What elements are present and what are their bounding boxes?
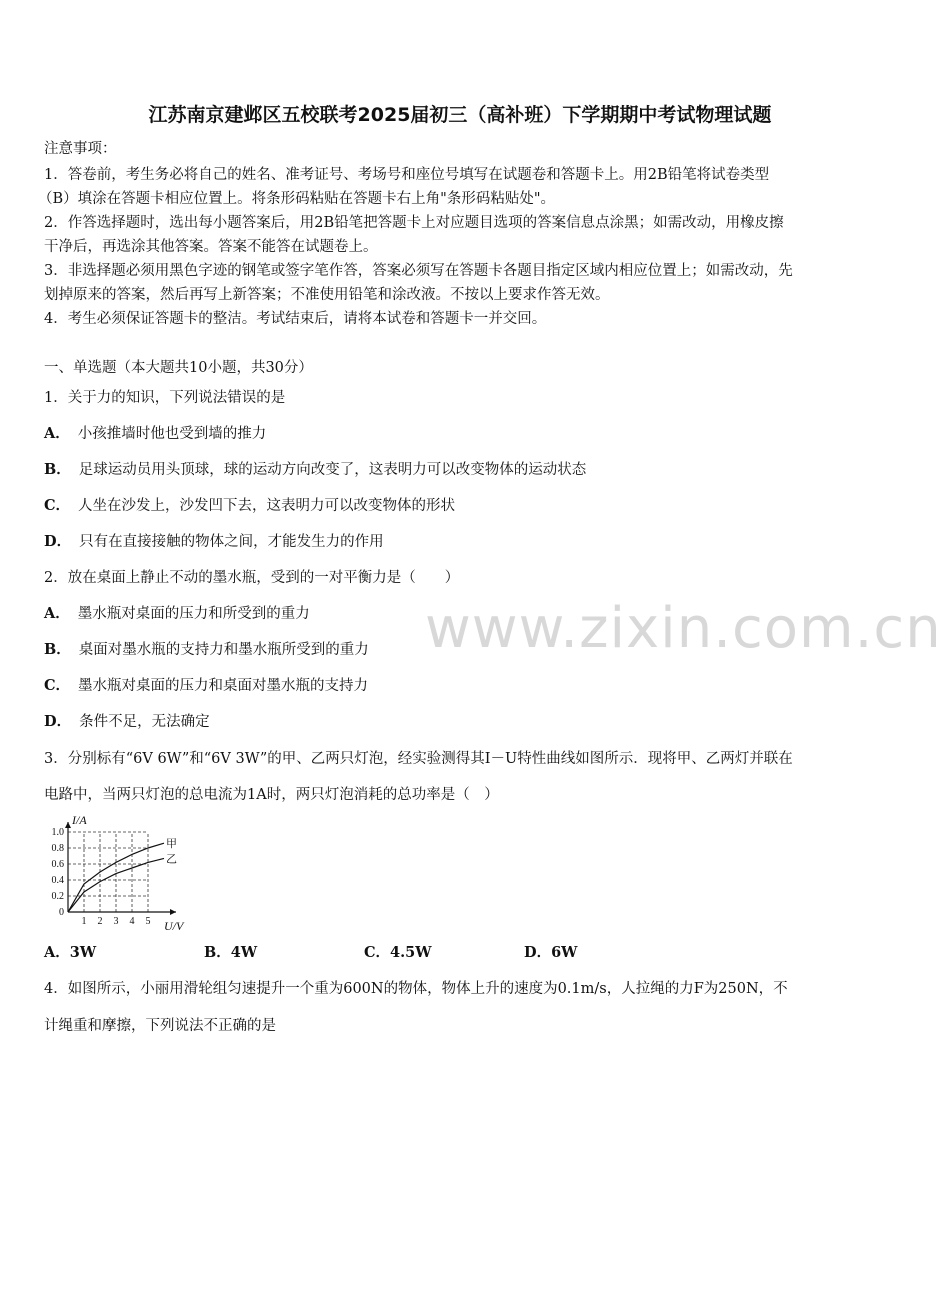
x-tick-label: 5 bbox=[145, 916, 151, 927]
watermark: www.zixin.com.cn bbox=[425, 596, 942, 661]
question-2-option-b bbox=[44, 638, 369, 659]
option-label: A． bbox=[44, 425, 70, 442]
question-2-stem: 2．放在桌面上静止不动的墨水瓶，受到的一对平衡力是（ ） bbox=[44, 570, 460, 586]
option-label: B． bbox=[44, 641, 71, 658]
option-label: C． bbox=[44, 497, 71, 514]
notice-heading: 注意事项： bbox=[44, 141, 117, 157]
question-2-option-a bbox=[44, 602, 310, 623]
question-3-option-c: C．4.5W bbox=[364, 944, 432, 961]
y-tick-label: 0.4 bbox=[51, 875, 64, 886]
notice-line: （B）填涂在答题卡相应位置上。将条形码粘贴在答题卡右上角"条形码粘贴处"。 bbox=[38, 191, 555, 207]
x-tick-label: 4 bbox=[129, 916, 135, 927]
question-1-stem: 1．关于力的知识，下列说法错误的是 bbox=[44, 390, 286, 406]
notice-line: 划掉原来的答案，然后再写上新答案；不准使用铅笔和涂改液。不按以上要求作答无效。 bbox=[44, 287, 610, 303]
notice-line: 干净后，再选涂其他答案。答案不能答在试题卷上。 bbox=[44, 239, 378, 255]
option-label: D． bbox=[44, 713, 72, 730]
x-tick-label: 1 bbox=[81, 916, 87, 927]
question-2-option-d bbox=[44, 710, 210, 731]
notice-line: 3．非选择题必须用黑色字迹的钢笔或签字笔作答，答案必须写在答题卡各题目指定区域内相应位置上；如需改动，先 bbox=[44, 263, 793, 279]
question-1-option-a bbox=[44, 422, 266, 443]
iu-characteristic-chart bbox=[40, 812, 184, 934]
option-text: 条件不足，无法确定 bbox=[79, 714, 210, 730]
page-title: 江苏南京建邺区五校联考2025届初三（高补班）下学期期中考试物理试题 bbox=[148, 104, 772, 126]
series-label: 乙 bbox=[166, 852, 177, 866]
x-axis-label: U/V bbox=[164, 919, 184, 933]
x-tick-label: 2 bbox=[97, 916, 103, 927]
y-tick-label: 0.6 bbox=[51, 859, 64, 870]
y-tick-label: 0.8 bbox=[51, 843, 64, 854]
notice-line: 2．作答选择题时，选出每小题答案后，用2B铅笔把答题卡上对应题目选项的答案信息点涂黑；如需改动，用橡皮擦 bbox=[44, 215, 784, 231]
question-4-stem-line2: 计绳重和摩擦，下列说法不正确的是 bbox=[44, 1018, 276, 1034]
option-text: 只有在直接接触的物体之间，才能发生力的作用 bbox=[79, 534, 384, 550]
option-label: A． bbox=[44, 605, 70, 622]
option-label: C． bbox=[44, 677, 71, 694]
y-axis-arrow bbox=[65, 822, 71, 828]
question-4-stem-line1: 4．如图所示，小丽用滑轮组匀速提升一个重为600N的物体，物体上升的速度为0.1m/s，人拉绳的力F为250N，不 bbox=[44, 981, 788, 997]
option-text: 墨水瓶对桌面的压力和桌面对墨水瓶的支持力 bbox=[78, 678, 369, 694]
y-tick-label: 0.2 bbox=[51, 891, 64, 902]
option-label: B． bbox=[44, 461, 71, 478]
question-1-option-b bbox=[44, 458, 586, 479]
section-heading: 一、单选题（本大题共10小题，共30分） bbox=[44, 360, 313, 376]
question-2-option-c bbox=[44, 674, 368, 695]
question-3-stem-line2: 电路中，当两只灯泡的总电流为1A时，两只灯泡消耗的总功率是（ ） bbox=[44, 787, 499, 803]
question-1-option-d bbox=[44, 530, 384, 551]
series-label: 甲 bbox=[166, 837, 177, 851]
x-axis-arrow bbox=[170, 909, 176, 915]
question-3-option-b: B．4W bbox=[204, 944, 258, 961]
question-3-stem-line1: 3．分别标有“6V 6W”和“6V 3W”的甲、乙两只灯泡，经实验测得其I－U特性曲线如图所示．现将甲、乙两灯并联在 bbox=[44, 751, 793, 767]
y-axis-label: I/A bbox=[72, 813, 87, 827]
option-text: 墨水瓶对桌面的压力和所受到的重力 bbox=[77, 606, 310, 622]
option-text: 足球运动员用头顶球，球的运动方向改变了，这表明力可以改变物体的运动状态 bbox=[78, 462, 587, 478]
y-tick-label: 0 bbox=[59, 907, 64, 918]
question-1-option-c bbox=[44, 494, 455, 515]
notice-line: 4．考生必须保证答题卡的整洁。考试结束后，请将本试卷和答题卡一并交回。 bbox=[44, 311, 547, 327]
question-3-option-a: A．3W bbox=[44, 944, 97, 961]
x-tick-label: 3 bbox=[113, 916, 119, 927]
question-3-option-d: D．6W bbox=[524, 944, 578, 961]
option-text: 人坐在沙发上，沙发凹下去，这表明力可以改变物体的形状 bbox=[78, 498, 456, 514]
option-text: 小孩推墙时他也受到墙的推力 bbox=[77, 426, 267, 442]
option-label: D． bbox=[44, 533, 72, 550]
option-text: 桌面对墨水瓶的支持力和墨水瓶所受到的重力 bbox=[78, 642, 369, 658]
notice-line: 1．答卷前，考生务必将自己的姓名、准考证号、考场号和座位号填写在试题卷和答题卡上。用2B铅笔将试卷类型 bbox=[44, 167, 770, 183]
y-tick-label: 1.0 bbox=[51, 827, 64, 838]
